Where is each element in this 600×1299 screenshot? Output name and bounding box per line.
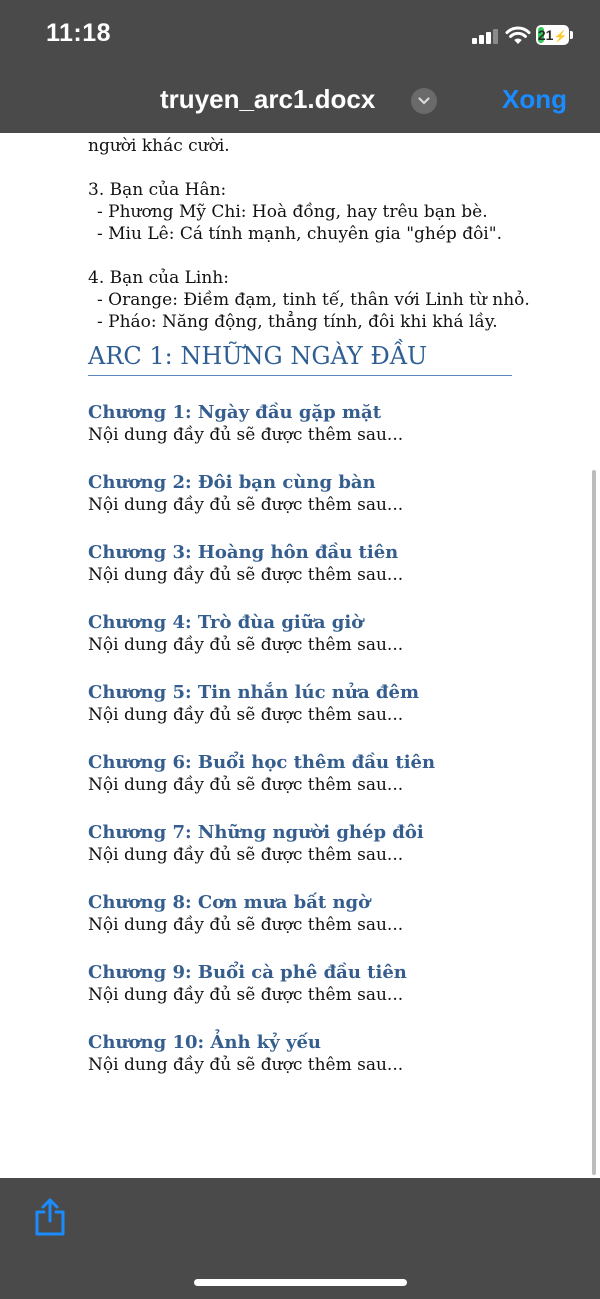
chapter-body: Nội dung đầy đủ sẽ được thêm sau... xyxy=(88,635,404,655)
chapter-list xyxy=(88,400,518,1076)
chapter-title: Chương 1: Ngày đầu gặp mặt xyxy=(88,402,382,423)
chevron-down-icon[interactable] xyxy=(411,88,437,114)
document-viewer[interactable] xyxy=(0,133,600,1178)
chapter-body: Nội dung đầy đủ sẽ được thêm sau... xyxy=(88,1055,404,1075)
chapter-title: Chương 3: Hoàng hôn đầu tiên xyxy=(88,542,399,563)
chapter-title: Chương 10: Ảnh kỷ yếu xyxy=(88,1032,322,1053)
chapter-title: Chương 2: Đôi bạn cùng bàn xyxy=(88,472,376,493)
chapter-title: Chương 8: Cơn mưa bất ngờ xyxy=(88,892,371,913)
top-bar xyxy=(0,0,600,133)
chapter-title: Chương 7: Những người ghép đôi xyxy=(88,822,424,843)
chapter-item xyxy=(88,680,518,726)
chapter-title: Chương 9: Buổi cà phê đầu tiên xyxy=(88,962,407,983)
bottom-toolbar xyxy=(0,1178,600,1299)
chapter-title: Chương 6: Buổi học thêm đầu tiên xyxy=(88,752,436,773)
list-item: - Miu Lê: Cá tính mạnh, chuyên gia "ghép đôi". xyxy=(97,224,502,244)
status-time: 11:18 xyxy=(46,19,112,47)
scrollbar[interactable] xyxy=(592,470,596,1175)
share-icon[interactable] xyxy=(32,1197,68,1237)
chapter-body: Nội dung đầy đủ sẽ được thêm sau... xyxy=(88,775,404,795)
list-item: - Orange: Điềm đạm, tinh tế, thân với Linh từ nhỏ. xyxy=(97,290,530,310)
cellular-signal-icon xyxy=(472,28,498,44)
chapter-body: Nội dung đầy đủ sẽ được thêm sau... xyxy=(88,495,404,515)
battery-tip xyxy=(570,31,573,39)
battery-level: 21⚡ xyxy=(537,27,568,43)
section-heading: 3. Bạn của Hân: xyxy=(88,180,227,200)
chapter-item xyxy=(88,470,518,516)
chapter-item xyxy=(88,1030,518,1076)
home-indicator xyxy=(194,1279,407,1286)
document-title[interactable]: truyen_arc1.docx xyxy=(160,84,376,114)
chapter-item xyxy=(88,610,518,656)
list-item: - Phương Mỹ Chi: Hoà đồng, hay trêu bạn bè. xyxy=(97,202,488,222)
continued-line: người khác cười. xyxy=(88,136,230,156)
chapter-title: Chương 4: Trò đùa giữa giờ xyxy=(88,612,364,633)
section-friends-han xyxy=(88,179,518,245)
chapter-item xyxy=(88,540,518,586)
chapter-body: Nội dung đầy đủ sẽ được thêm sau... xyxy=(88,425,404,445)
chapter-body: Nội dung đầy đủ sẽ được thêm sau... xyxy=(88,565,404,585)
arc-heading: ARC 1: NHỮNG NGÀY ĐẦU xyxy=(88,341,512,376)
wifi-icon xyxy=(505,24,531,46)
done-button[interactable]: Xong xyxy=(502,84,567,114)
chapter-item xyxy=(88,890,518,936)
list-item: - Pháo: Năng động, thẳng tính, đôi khi khá lầy. xyxy=(97,312,498,332)
chapter-item xyxy=(88,820,518,866)
chapter-body: Nội dung đầy đủ sẽ được thêm sau... xyxy=(88,985,404,1005)
section-heading: 4. Bạn của Linh: xyxy=(88,268,229,288)
chapter-body: Nội dung đầy đủ sẽ được thêm sau... xyxy=(88,705,404,725)
chapter-item xyxy=(88,960,518,1006)
chapter-body: Nội dung đầy đủ sẽ được thêm sau... xyxy=(88,845,404,865)
chapter-item xyxy=(88,750,518,796)
chapter-body: Nội dung đầy đủ sẽ được thêm sau... xyxy=(88,915,404,935)
battery-icon xyxy=(536,25,569,45)
document-page xyxy=(88,113,530,1076)
chapter-title: Chương 5: Tin nhắn lúc nửa đêm xyxy=(88,682,419,703)
section-friends-linh xyxy=(88,267,530,333)
chapter-item xyxy=(88,400,518,446)
